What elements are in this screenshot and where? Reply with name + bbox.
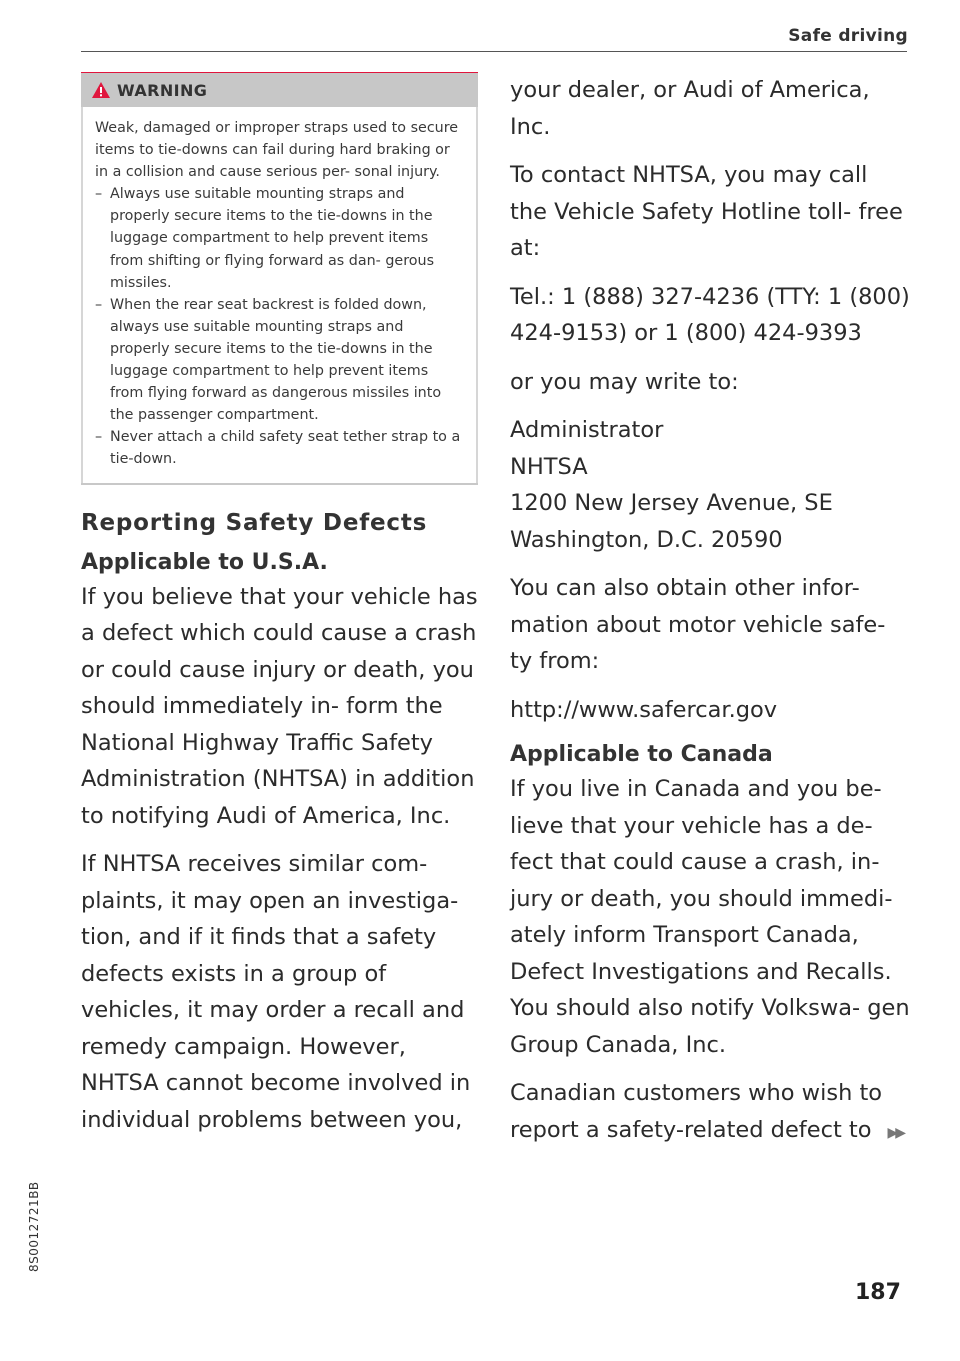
usa-paragraph-2-continued: your dealer, or Audi of America, Inc. [510, 77, 870, 140]
left-column [81, 72, 481, 1138]
canada-paragraph-2-text: Canadian customers who wish to report a safety-related defect to [510, 1080, 883, 1143]
warning-list [95, 183, 462, 470]
document-code: 8S0012721BB [27, 1181, 41, 1272]
write-to-line: or you may write to: [510, 368, 739, 395]
page-number: 187 [855, 1280, 901, 1305]
subheading-canada: Applicable to Canada [510, 742, 773, 767]
warning-list-item: – Never attach a child safety seat tether strap to a tie-down. [95, 426, 462, 470]
mailing-address [510, 412, 910, 558]
continue-arrow-icon: ▶▶ [887, 1124, 904, 1141]
warning-intro: Weak, damaged or improper straps used to secure items to tie-downs can fail during hard braking or in a collision and cause serious per- sonal injury. [95, 120, 459, 181]
address-line: Washington, D.C. 20590 [510, 526, 783, 553]
warning-box [81, 72, 478, 485]
safercar-url: http://www.safercar.gov [510, 696, 778, 723]
right-column [510, 72, 910, 1151]
warning-list-item: – Always use suitable mounting straps and properly secure items to the tie-downs in the luggage compartment to help prevent items from shifting or flying forward as dan- gerous missiles. [95, 183, 462, 293]
header-rule [81, 51, 907, 52]
warning-body [81, 107, 478, 483]
warning-title: WARNING [117, 80, 208, 100]
phone-numbers: Tel.: 1 (888) 327-4236 (TTY: 1 (800) 424-9153) or 1 (800) 424-9393 [510, 283, 910, 346]
address-line: 1200 New Jersey Avenue, SE [510, 490, 833, 516]
warning-list-item: – When the rear seat backrest is folded down, always use suitable mounting straps and properly secure items to the tie-downs in the luggage compartment to help prevent items from flying forward as dangerous missiles into the passenger compartment. [95, 294, 462, 427]
address-line: Administrator [510, 417, 664, 443]
warning-triangle-icon [91, 81, 111, 99]
canada-paragraph-1: If you live in Canada and you be- lieve that your vehicle has a de- fect that could cause a crash, in- jury or death, you should immedi- ately inform Transport Canada, Defect Investigations and Recalls. You should also notify Volkswa- gen Group Canada, Inc. [510, 776, 910, 1058]
canada-paragraph-2 [510, 1075, 910, 1151]
usa-paragraph-1: If you believe that your vehicle has a defect which could cause a crash or could cause injury or death, you should immediately in- form the National Highway Traffic Safety Administration (NHTSA) in addition to notifying Audi of America, Inc. [81, 583, 478, 829]
section-heading: Reporting Safety Defects [81, 509, 428, 536]
address-line: NHTSA [510, 453, 588, 480]
subheading-usa: Applicable to U.S.A. [81, 549, 328, 575]
warning-header [81, 72, 478, 107]
usa-paragraph-2: If NHTSA receives similar com- plaints, it may open an investiga- tion, and if it finds that a safety defects exists in a group of vehicles, it may order a recall and remedy campaign. However, NHTSA cannot become involved in individual problems between you, [81, 851, 471, 1133]
running-head: Safe driving [788, 26, 908, 46]
usa-paragraph-3: To contact NHTSA, you may call the Vehicle Safety Hotline toll- free at: [510, 162, 903, 261]
usa-paragraph-4: You can also obtain other infor- mation about motor vehicle safe- ty from: [510, 575, 886, 674]
